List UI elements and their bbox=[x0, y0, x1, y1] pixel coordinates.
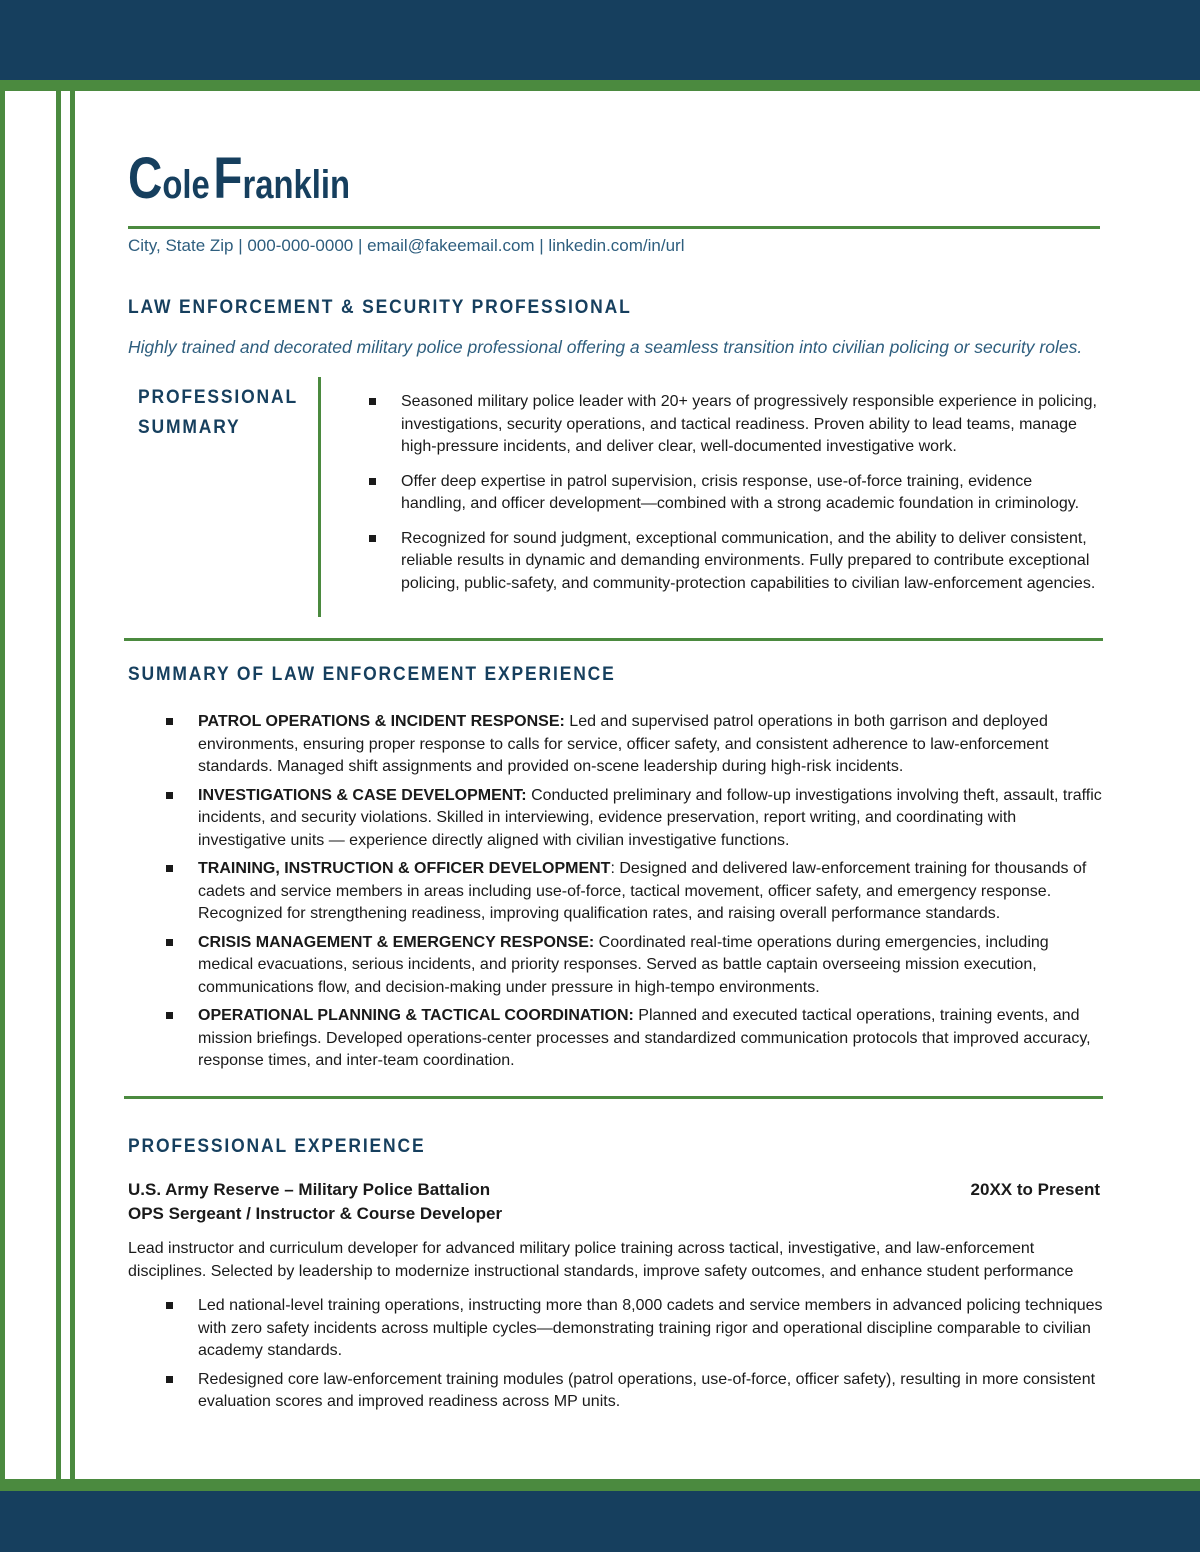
bullet-square-icon bbox=[166, 792, 173, 799]
headline-title: LAW ENFORCEMENT & SECURITY PROFESSIONAL bbox=[128, 297, 632, 318]
left-vertical-bar-inner bbox=[70, 91, 75, 1479]
section-divider bbox=[124, 1096, 1103, 1099]
bullet-square-icon bbox=[166, 1302, 173, 1309]
summary-bullet: Seasoned military police leader with 20+ years of progressively responsible experience in policing, investigations, security operations, and tactical readiness. Proven ability to lead teams, manage high-pressure incidents, and deliver clear, well-documented investigative work. bbox=[401, 391, 1101, 459]
job-organization: U.S. Army Reserve – Military Police Battalion bbox=[128, 1180, 491, 1199]
top-band bbox=[0, 0, 1200, 80]
job-title: OPS Sergeant / Instructor & Course Developer bbox=[128, 1204, 503, 1223]
bullet-square-icon bbox=[166, 865, 173, 872]
job-dates: 20XX to Present bbox=[970, 1180, 1100, 1199]
summary-bullet: Recognized for sound judgment, exceptional communication, and the ability to deliver consistent, reliable results in dynamic and demanding environments. Fully prepared to contribute exceptional policing, public-safety, and community-protection capabilities to civilian law-enforcement agencies. bbox=[401, 528, 1101, 596]
summary-label-line1: PROFESSIONAL bbox=[138, 387, 298, 408]
left-vertical-bar-outer bbox=[56, 91, 61, 1479]
bullet-square-icon bbox=[369, 478, 376, 485]
job-bullet: Led national-level training operations, instructing more than 8,000 cadets and service members in advanced policing techniques with zero safety incidents across multiple cycles—demonstrating training rigor and operational discipline comparable to civilian academy standards. bbox=[198, 1295, 1103, 1363]
top-stripe bbox=[0, 80, 1200, 91]
job-bullet: Redesigned core law-enforcement training modules (patrol operations, use-of-force, officer safety), resulting in more consistent evaluation scores and improved readiness across MP units. bbox=[198, 1369, 1103, 1414]
name-divider bbox=[128, 226, 1100, 229]
bullet-square-icon bbox=[369, 535, 376, 542]
summary-label-line2: SUMMARY bbox=[138, 417, 241, 438]
left-edge-bar bbox=[0, 91, 5, 1479]
le-experience-item: TRAINING, INSTRUCTION & OFFICER DEVELOPMENT: Designed and delivered law-enforcement training for thousands of cadets and service members in areas including use-of-force, tactical movement, officer safety, and emergency response. Recognized for strengthening readiness, improving qualification rates, and raising overall performance standards. bbox=[198, 858, 1103, 926]
summary-list bbox=[401, 391, 1101, 607]
le-experience-item: INVESTIGATIONS & CASE DEVELOPMENT: Conducted preliminary and follow-up investigations involving theft, assault, traffic incidents, and security violations. Skilled in interviewing, evidence preservation, report writing, and coordinating with investigative units — experience directly aligned with civilian investigative functions. bbox=[198, 785, 1103, 853]
bottom-band bbox=[0, 1491, 1200, 1552]
job-bullet-list bbox=[198, 1295, 1103, 1420]
le-experience-item: OPERATIONAL PLANNING & TACTICAL COORDINATION: Planned and executed tactical operations, training events, and mission briefings. Developed operations-center processes and standardized communication protocols that improved accuracy, response times, and inter-team coordination. bbox=[198, 1005, 1103, 1073]
bullet-square-icon bbox=[166, 939, 173, 946]
professional-experience-heading: PROFESSIONAL EXPERIENCE bbox=[128, 1136, 426, 1157]
le-experience-item: CRISIS MANAGEMENT & EMERGENCY RESPONSE: Coordinated real-time operations during emergencies, including medical evacuations, serious incidents, and priority responses. Served as battle captain overseeing mission execution, communications flow, and decision-making under pressure in high-tempo environments. bbox=[198, 932, 1103, 1000]
contact-line: City, State Zip | 000-000-0000 | email@fakeemail.com | linkedin.com/in/url bbox=[128, 236, 685, 255]
le-experience-heading: SUMMARY OF LAW ENFORCEMENT EXPERIENCE bbox=[128, 664, 616, 685]
bullet-square-icon bbox=[166, 718, 173, 725]
bullet-square-icon bbox=[166, 1376, 173, 1383]
summary-label bbox=[138, 383, 298, 443]
section-divider bbox=[124, 638, 1103, 641]
bottom-stripe bbox=[0, 1479, 1200, 1491]
headline-tagline: Highly trained and decorated military police professional offering a seamless transition into civilian policing or security roles. bbox=[128, 337, 1083, 357]
bullet-square-icon bbox=[369, 398, 376, 405]
job-description: Lead instructor and curriculum developer for advanced military police training across tactical, investigative, and law-enforcement disciplines. Selected by leadership to modernize instructional standards, improve safety outcomes, and enhance student performance bbox=[128, 1240, 1074, 1280]
summary-bullet: Offer deep expertise in patrol supervision, crisis response, use-of-force training, evidence handling, and officer development—combined with a strong academic foundation in criminology. bbox=[401, 471, 1101, 516]
bullet-square-icon bbox=[166, 1012, 173, 1019]
candidate-name: Cole Franklin bbox=[128, 146, 351, 211]
summary-vertical-rule bbox=[318, 377, 321, 617]
le-experience-item: PATROL OPERATIONS & INCIDENT RESPONSE: Led and supervised patrol operations in both garrison and deployed environments, ensuring proper response to calls for service, officer safety, and consistent adherence to law-enforcement standards. Managed shift assignments and provided on-scene leadership during high-risk incidents. bbox=[198, 711, 1103, 779]
le-experience-list bbox=[198, 711, 1103, 1079]
